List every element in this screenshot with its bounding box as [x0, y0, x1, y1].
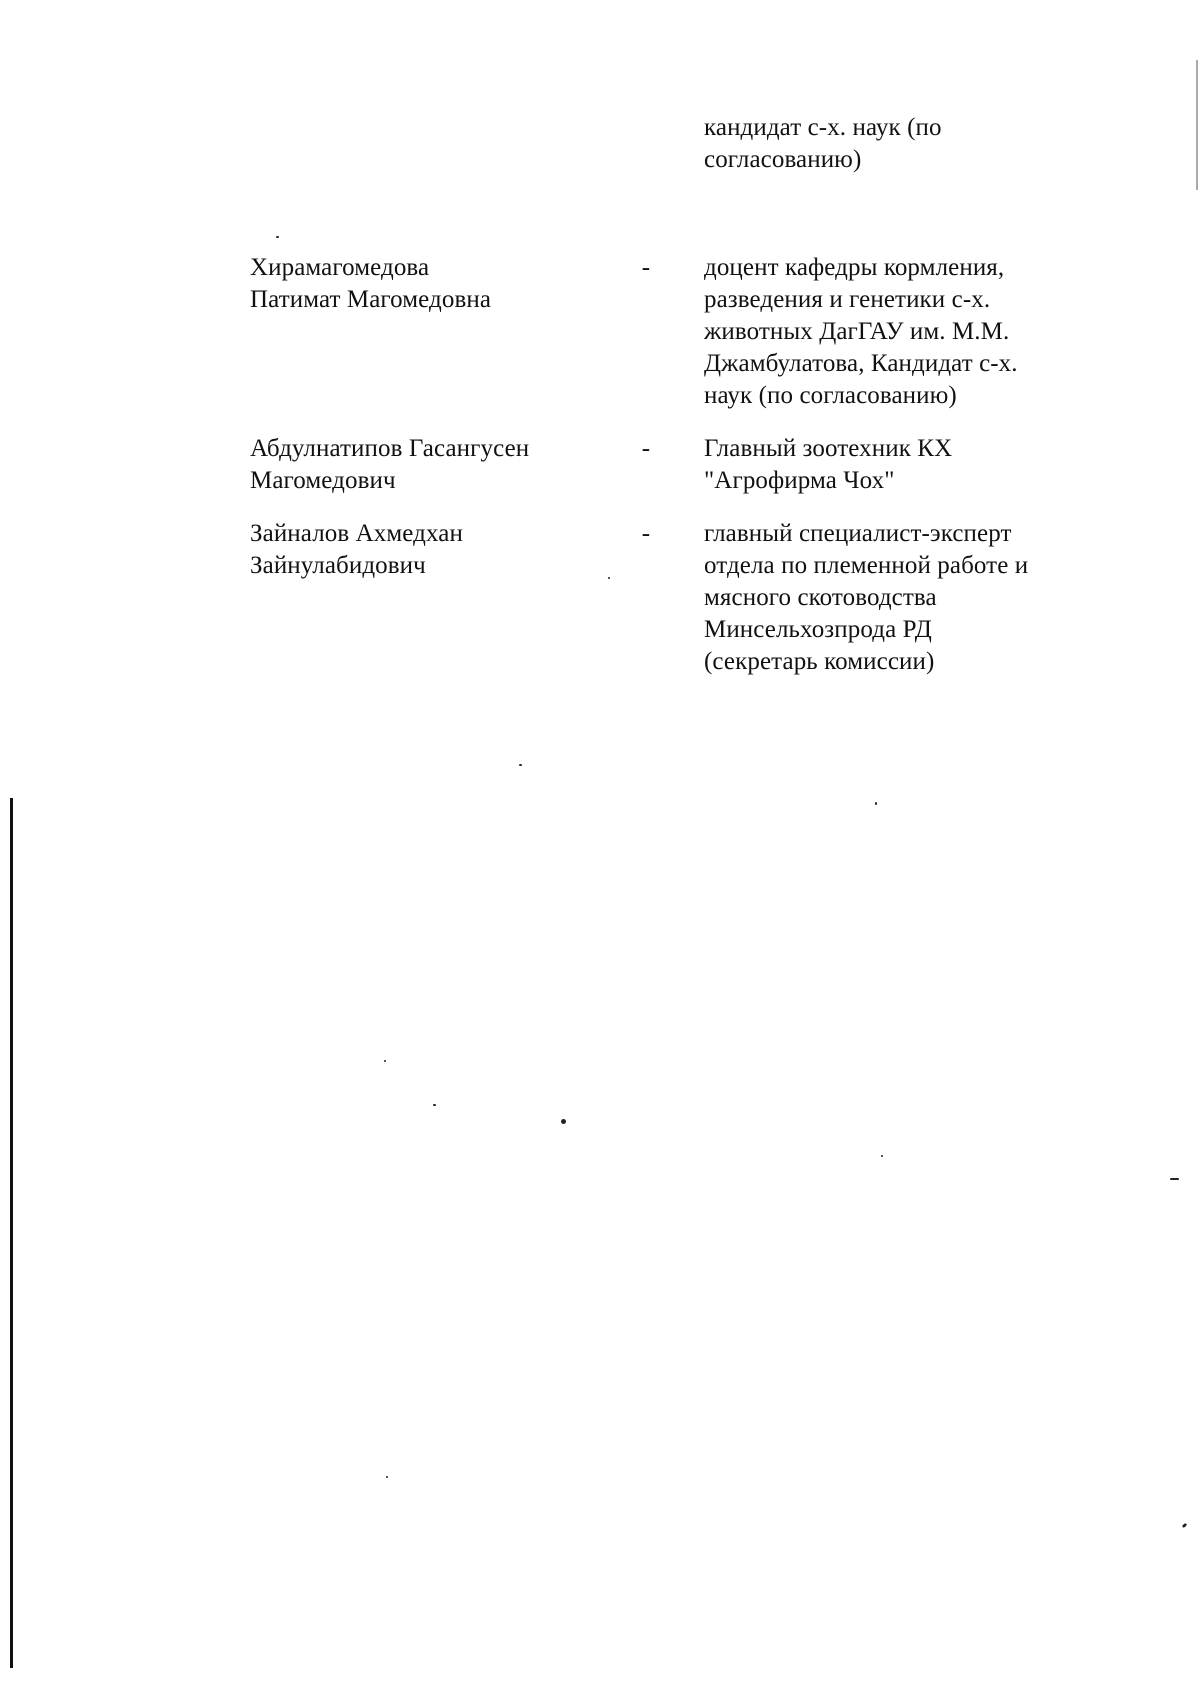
- scan-speck: [386, 1476, 388, 1478]
- member-role: Главный зоотехник КХ "Агрофирма Чох": [704, 435, 953, 494]
- member-name: Хирамагомедова Патимат Магомедовна: [250, 254, 492, 313]
- scan-speck: [881, 1155, 883, 1157]
- scan-speck: [519, 764, 522, 766]
- scan-speck: [561, 1119, 566, 1124]
- member-role: главный специалист-эксперт отдела по племенной работе и мясного скотоводства Минсельхозпрода РД (секретарь комиссии): [704, 520, 1029, 675]
- scan-speck: [1182, 1523, 1188, 1529]
- scan-speck: [1170, 1178, 1179, 1180]
- member-role: доцент кафедры кормления, разведения и генетики с-х. животных ДагГАУ им. М.М. Джамбулатова, Кандидат с-х. наук (по согласованию): [704, 254, 1018, 409]
- member-dash: -: [641, 435, 651, 462]
- scan-speck: [276, 236, 279, 238]
- scan-speck: [433, 1104, 436, 1106]
- scan-edge-line: [10, 798, 13, 1668]
- scan-speck: [608, 577, 610, 579]
- scan-edge-line: [1196, 60, 1198, 190]
- member-dash: -: [641, 520, 651, 547]
- scan-speck: [875, 802, 877, 805]
- member-name: Зайналов Ахмедхан Зайнулабидович: [250, 520, 463, 579]
- scan-speck: [384, 1060, 386, 1062]
- member-name: Абдулнатипов Гасангусен Магомедович: [250, 435, 530, 494]
- member-dash: -: [641, 254, 651, 281]
- continuation-role-text: кандидат с-х. наук (по согласованию): [704, 114, 942, 173]
